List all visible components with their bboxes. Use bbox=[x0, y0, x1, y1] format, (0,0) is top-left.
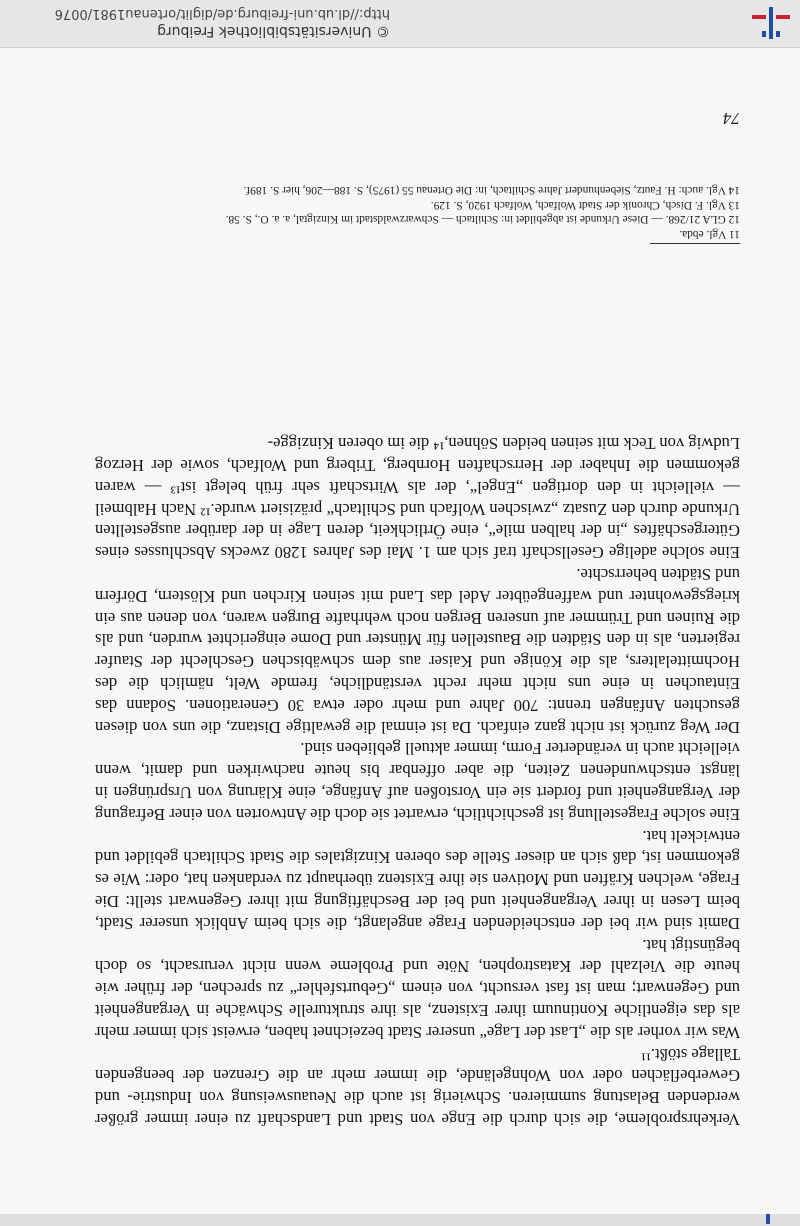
paragraph: Damit sind wir bei der entscheidenden Frage angelangt, die sich beim Anblick unserer Stadt, beim Lesen in ihrer Vergangenheit und bei der Beschäftigung mit ihrer Gegenwart stellt: Die Frage, welchen Kräften und Motiven sie ihre Existenz überhaupt zu verdanken hat, oder: Wie es gekommen ist, daß sich an dieser Stelle des oberen Kinzigtales die Stadt Schiltach gebildet und entwickelt hat. bbox=[95, 826, 740, 933]
paragraph: Eine solche adelige Gesellschaft traf sich am 1. Mai des Jahres 1280 zwecks Abschlusses eines Gütergeschäftes „in der halben mile“, eine Örtlichkeit, deren Lage in der darüber ausgestellten Urkunde durch den Zusatz „zwischen Wolfach und Schiltach“ präzisiert wurde.¹² Nach Halbmeil — vielleicht in den dortigen „Engel“, der als Wirtschaft sehr früh belegt ist¹³ — waren gekommen die Inhaber der Herrschaften Hornberg, Triberg und Wolfach, sowie der Herzog Ludwig von Teck mit seinen beiden Söhnen,¹⁴ die im oberen Kinzigge- bbox=[95, 434, 740, 563]
document-body bbox=[95, 433, 740, 1131]
footnote: 13 Vgl. F. Disch, Chronik der Stadt Wolfach, Wolfach 1920, S. 129. bbox=[430, 198, 740, 211]
paragraph: Was wir vorher als die „Last der Lage“ unserer Stadt bezeichnet haben, erweist sich immer mehr als das eigentliche Kontinuum ihrer Existenz, als ihre strukturelle Schwäche in Vergangenheit und Gegenwart; man ist fast versucht, von einem „Geburtsfehler“ zu sprechen, der früher wie heute die Vielzahl der Katastrophen, Nöte und Probleme wenn nicht verursacht, so doch begünstigt hat. bbox=[95, 935, 740, 1042]
footnote: 14 Vgl. auch: H. Fautz, Siebenhundert Jahre Schiltach, in: Die Ortenau 55 (1975), S. 188—206, hier S. 189f. bbox=[243, 184, 740, 197]
bottom-strip bbox=[0, 1214, 800, 1226]
footnote: 11 Vgl. ebda. bbox=[679, 228, 740, 240]
footnote: 12 GLA 21/268. — Diese Urkunde ist abgebildet in: Schiltach — Schwarzwaldstadt im Kinzigtal, a. a. O., S. 58. bbox=[225, 213, 740, 226]
ub-mini-logo-icon bbox=[760, 1214, 776, 1224]
ub-freiburg-logo-icon bbox=[750, 5, 792, 41]
footnotes bbox=[95, 183, 740, 244]
document-url[interactable]: http://dl.ub.uni-freiburg.de/diglit/ortenau1981/0076 bbox=[54, 6, 390, 21]
paragraph: Verkehrsprobleme, die sich durch die Enge von Stadt und Landschaft zu einer immer größer werdenden Belastung summieren. Schwierig ist auch die Neuausweisung von Industrie- und Gewerbeflächen oder von Wohngelände, die immer mehr an die Grenzen der beengenden Tallage stößt.¹¹ bbox=[95, 1044, 740, 1129]
footnote-rule bbox=[650, 243, 740, 244]
footnote-list bbox=[95, 183, 740, 241]
header-bar bbox=[0, 0, 800, 48]
page-number: 74 bbox=[723, 109, 740, 128]
paragraph: Eine solche Fragestellung ist geschichtlich, erwartet sie doch die Antworten von einer Befragung der Vergangenheit und fordert sie ein Vorstoßen auf Anfänge, eine Klärung von Ursprüngen in längst entschwundenen Zeiten, die aber offenbar bis heute nachwirken und damit, wenn vielleicht auch in veränderter Form, immer aktuell geblieben sind. bbox=[95, 739, 740, 824]
paragraph: Der Weg zurück ist nicht ganz einfach. Da ist einmal die gewaltige Distanz, die uns von diesen gesuchten Anfängen trennt: 700 Jahre und mehr oder etwa 30 Generationen. Sodann das Eintauchen in eine uns nicht mehr recht verständliche, fremde Welt, nämlich die des Hochmittelalters, als die Könige und Kaiser aus dem schwäbischen Geschlecht der Staufer regierten, als in den Städten die Baustellen für Münster und Dome eingerichtet wurden, und als die Ruinen und Trümmer auf unseren Bergen noch wehrhafte Burgen waren, von denen aus ein kriegsgewohnter und waffengeübter Adel das Land mit seinen Kirchen und Klöstern, Dörfern und Städten beherrschte. bbox=[95, 565, 740, 737]
copyright-notice: © Universitätsbibliothek Freiburg bbox=[157, 23, 390, 39]
